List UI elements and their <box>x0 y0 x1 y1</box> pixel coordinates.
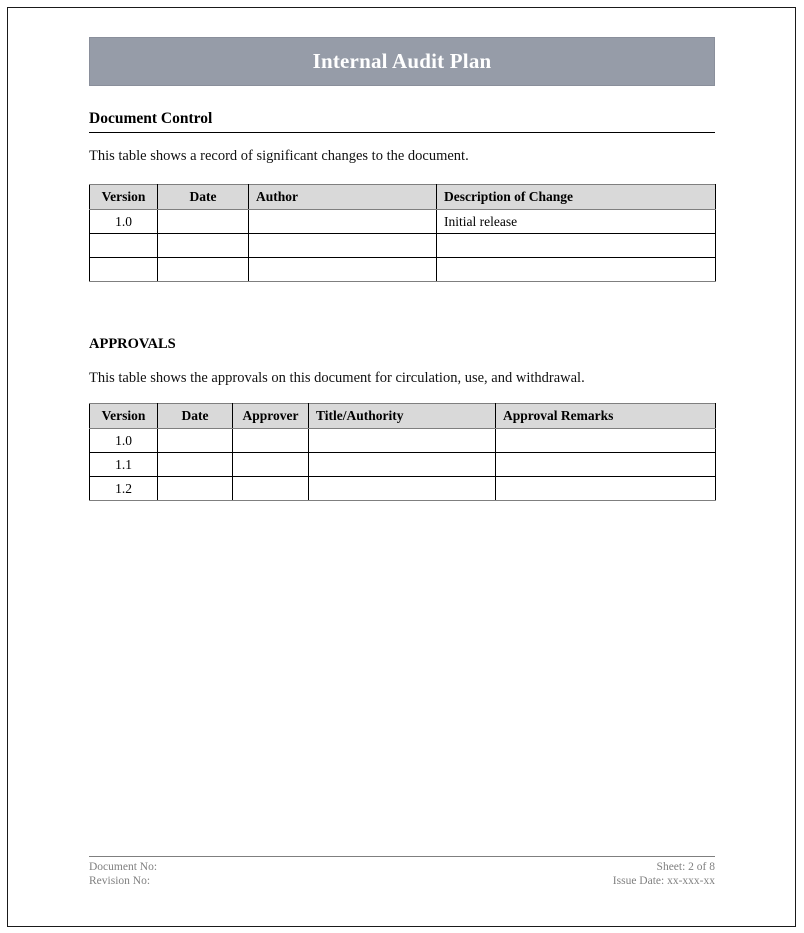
cell-description[interactable]: Initial release <box>437 210 716 234</box>
cell-approval-remarks[interactable] <box>496 453 716 477</box>
cell-approval-remarks[interactable] <box>496 429 716 453</box>
column-header-author: Author <box>249 185 437 210</box>
column-header-approver: Approver <box>233 404 309 429</box>
cell-date[interactable] <box>158 234 249 258</box>
section-heading-document-control: Document Control <box>89 110 715 133</box>
table-header-row <box>90 404 716 429</box>
section-heading-approvals: APPROVALS <box>89 336 176 352</box>
page-frame <box>7 7 796 927</box>
footer-right-block <box>613 860 715 889</box>
column-header-version: Version <box>90 185 158 210</box>
footer-revision-no: Revision No: <box>89 875 151 888</box>
cell-date[interactable] <box>158 429 233 453</box>
cell-author[interactable] <box>249 258 437 282</box>
column-header-title-authority: Title/Authority <box>309 404 496 429</box>
table-row <box>90 234 716 258</box>
cell-date[interactable] <box>158 453 233 477</box>
cell-title-authority[interactable] <box>309 477 496 501</box>
approvals-intro-text: This table shows the approvals on this document for circulation, use, and withdrawal. <box>89 370 585 386</box>
cell-version[interactable]: 1.2 <box>90 477 158 501</box>
cell-approver[interactable] <box>233 477 309 501</box>
table-header-row <box>90 185 716 210</box>
table-row <box>90 429 716 453</box>
table-row <box>90 453 716 477</box>
footer-issue-date: Issue Date: xx-xxx-xx <box>612 875 715 888</box>
cell-approver[interactable] <box>233 429 309 453</box>
document-control-intro-text: This table shows a record of significant changes to the document. <box>89 148 469 164</box>
cell-author[interactable] <box>249 210 437 234</box>
cell-author[interactable] <box>249 234 437 258</box>
cell-version[interactable] <box>90 258 158 282</box>
table-row <box>90 210 716 234</box>
cell-title-authority[interactable] <box>309 453 496 477</box>
page-footer <box>89 856 715 889</box>
footer-left-block <box>89 860 157 889</box>
column-header-date: Date <box>158 404 233 429</box>
column-header-description-of-change: Description of Change <box>437 185 716 210</box>
approvals-table <box>89 403 716 501</box>
column-header-date: Date <box>158 185 249 210</box>
cell-description[interactable] <box>437 258 716 282</box>
cell-approver[interactable] <box>233 453 309 477</box>
cell-date[interactable] <box>158 477 233 501</box>
cell-date[interactable] <box>158 210 249 234</box>
cell-version[interactable]: 1.1 <box>90 453 158 477</box>
cell-title-authority[interactable] <box>309 429 496 453</box>
column-header-version: Version <box>90 404 158 429</box>
footer-sheet-number: Sheet: 2 of 8 <box>656 861 715 873</box>
document-control-table <box>89 184 716 282</box>
page-title: Internal Audit Plan <box>312 49 492 73</box>
cell-version[interactable] <box>90 234 158 258</box>
column-header-approval-remarks: Approval Remarks <box>496 404 716 429</box>
footer-document-no: Document No: <box>89 861 158 873</box>
cell-description[interactable] <box>437 234 716 258</box>
cell-date[interactable] <box>158 258 249 282</box>
cell-version[interactable]: 1.0 <box>90 429 158 453</box>
table-row <box>90 258 716 282</box>
table-row <box>90 477 716 501</box>
cell-approval-remarks[interactable] <box>496 477 716 501</box>
document-title-banner <box>89 37 715 86</box>
cell-version[interactable]: 1.0 <box>90 210 158 234</box>
